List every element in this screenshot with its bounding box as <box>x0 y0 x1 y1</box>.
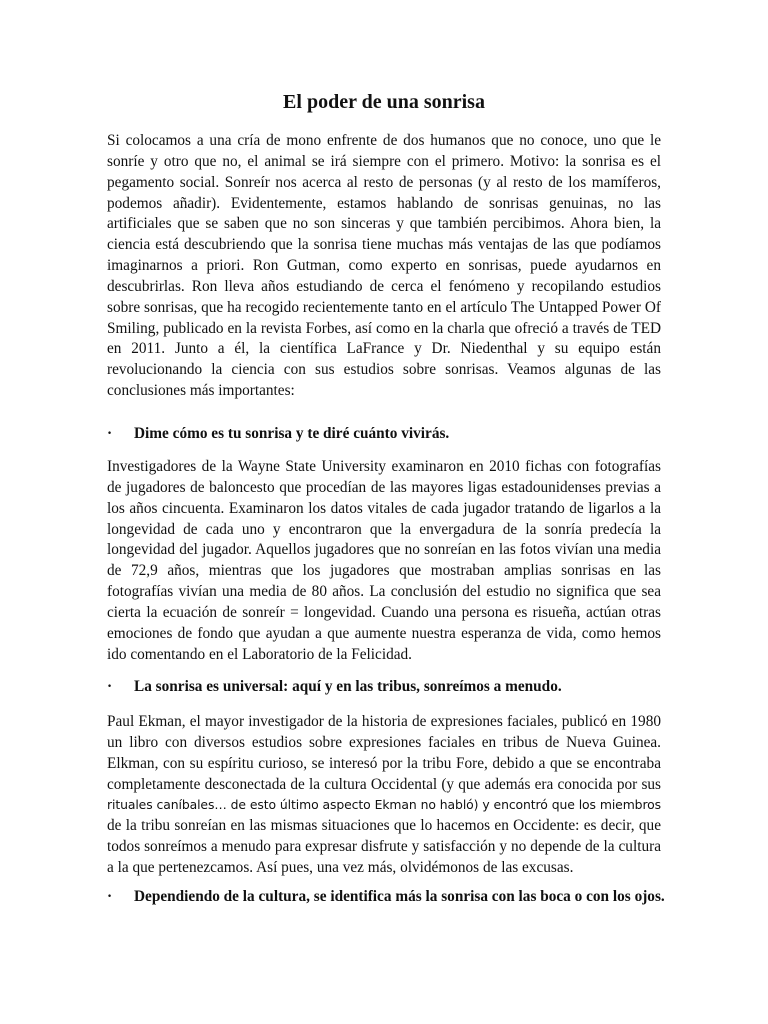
bullet-icon: · <box>107 425 113 442</box>
body-text-sans-run: rituales caníbales… de esto último aspecto Ekman no habló) y encontró que los miembros <box>107 797 661 813</box>
body-text-end: de la tribu sonreían en las mismas situaciones que lo hacemos en Occidente: es decir, que todos sonreímos a menudo para expresar disfrute y satisfacción y no depende de la cultura a la que pertenezcamos. Así pues, una vez más, olvidémonos de las excusas. <box>107 817 661 876</box>
section-heading-text: Dependiendo de la cultura, se identifica más la sonrisa con las boca o con los ojos. <box>134 888 665 905</box>
section-heading-1 <box>107 424 667 444</box>
body-text-start: Paul Ekman, el mayor investigador de la historia de expresiones faciales, publicó en 1980 un libro con diversos estudios sobre expresiones faciales en tribus de Nueva Guinea. Elkman, con su espíritu curioso, se interesó por la tribu Fore, debido a que se encontraba completamente desconectada de la cultura Occidental (y que además era conocida por sus <box>107 713 661 793</box>
section-body-2 <box>107 712 661 879</box>
page-title: El poder de una sonrisa <box>283 91 485 113</box>
bullet-icon: · <box>107 888 113 905</box>
section-heading-3 <box>107 887 667 907</box>
section-heading-text: La sonrisa es universal: aquí y en las tribus, sonreímos a menudo. <box>134 678 562 695</box>
section-body-1: Investigadores de la Wayne State University examinaron en 2010 fichas con fotografías de jugadores de baloncesto que procedían de las mayores ligas estadounidenses previas a los años cincuenta. Examinaron los datos vitales de cada jugador tratando de ligarlos a la longevidad de cada uno y encontraron que la envergadura de la sonría predecía la longevidad del jugador. Aquellos jugadores que no sonreían en las fotos vivían una media de 72,9 años, mientras que los jugadores que mostraban amplias sonrisas en las fotografías vivían una media de 80 años. La conclusión del estudio no significa que sea cierta la ecuación de sonreír = longevidad. Cuando una persona es risueña, actúan otras emociones de fondo que ayudan a que aumente nuestra esperanza de vida, como hemos ido comentando en el Laboratorio de la Felicidad. <box>107 458 661 663</box>
bullet-icon: · <box>107 678 113 695</box>
intro-paragraph: Si colocamos a una cría de mono enfrente de dos humanos que no conoce, uno que le sonríe y otro que no, el animal se irá siempre con el primero. Motivo: la sonrisa es el pegamento social. Sonreír nos acerca al resto de personas (y al resto de los mamíferos, podemos añadir). Evidentemente, estamos hablando de sonrisas genuinas, no las artificiales que se saben que no son sinceras y que también percibimos. Ahora bien, la ciencia está descubriendo que la sonrisa tiene muchas más ventajas de las que podíamos imaginarnos a priori. Ron Gutman, como experto en sonrisas, puede ayudarnos en descubrirlas. Ron lleva años estudiando de cerca el fenómeno y recopilando estudios sobre sonrisas, que ha recogido recientemente tanto en el artículo The Untapped Power Of Smiling, publicado en la revista Forbes, así como en la charla que ofreció a través de TED en 2011. Junto a él, la científica LaFrance y Dr. Niedenthal y su equipo están revolucionando la ciencia con sus estudios sobre sonrisas. Veamos algunas de las conclusiones más importantes: <box>107 132 661 400</box>
section-heading-2 <box>107 677 667 697</box>
section-heading-text: Dime cómo es tu sonrisa y te diré cuánto vivirás. <box>134 425 450 442</box>
